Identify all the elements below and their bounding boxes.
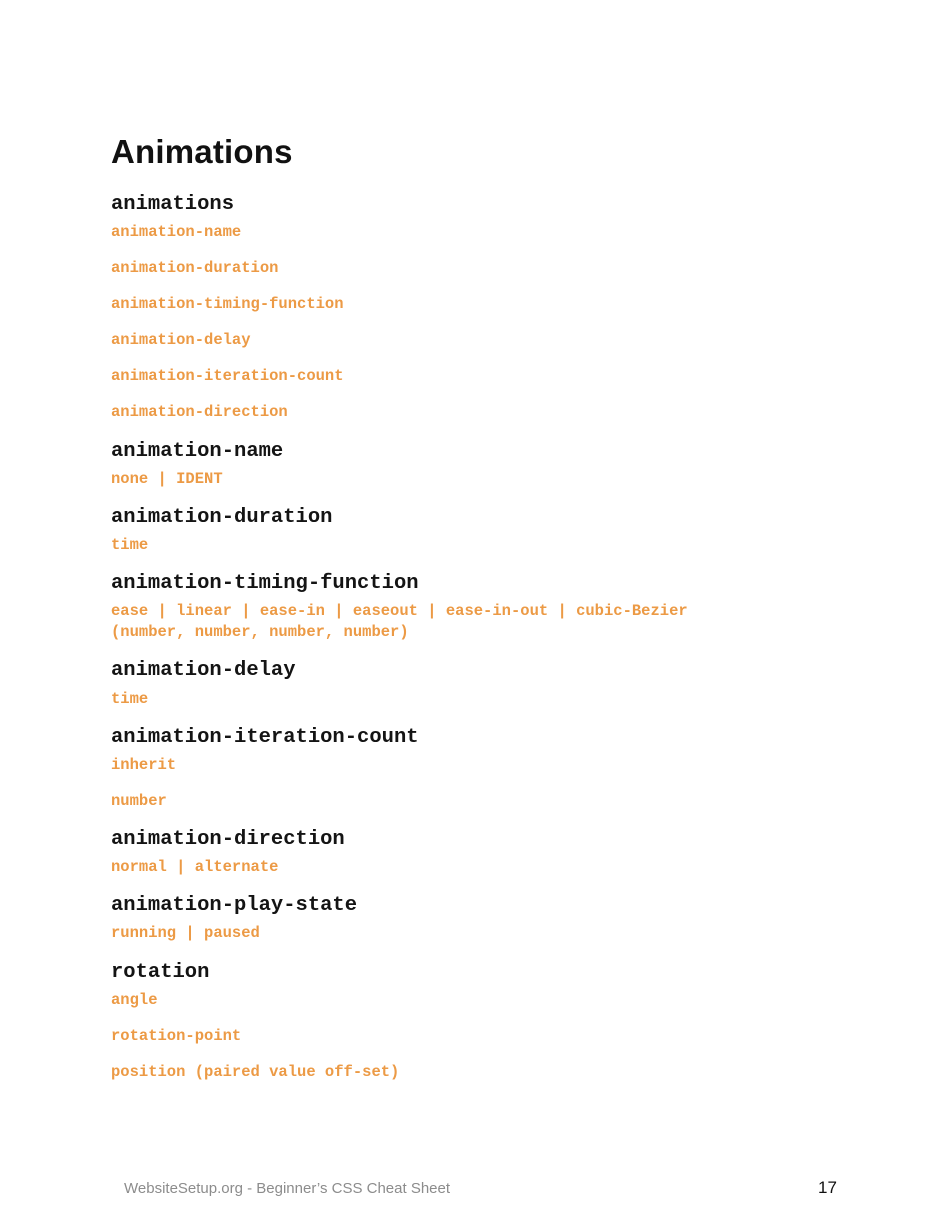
property-value: number <box>111 792 167 810</box>
property-value: ease | linear | ease-in | easeout | ease-in-out | cubic-Bezier (number, number, number, number) <box>111 602 688 641</box>
property-value: animation-name <box>111 223 242 241</box>
property-value: time <box>111 690 149 708</box>
property-value: position (paired value off-set) <box>111 1063 400 1081</box>
property-value: inherit <box>111 756 177 774</box>
property-value: animation-iteration-count <box>111 367 344 385</box>
property-heading: animation-direction <box>111 828 345 851</box>
property-value: running | paused <box>111 924 260 942</box>
page-number: 17 <box>818 1178 837 1197</box>
property-heading: animation-name <box>111 440 284 463</box>
property-heading: animation-timing-function <box>111 572 419 595</box>
property-heading: animation-play-state <box>111 894 358 917</box>
property-value: angle <box>111 991 158 1009</box>
page-title: Animations <box>111 133 293 170</box>
property-value: animation-direction <box>111 403 288 421</box>
property-heading: animation-iteration-count <box>111 726 419 749</box>
property-heading: animation-duration <box>111 506 333 529</box>
property-value: animation-timing-function <box>111 295 344 313</box>
property-heading: animation-delay <box>111 659 296 682</box>
property-heading: rotation <box>111 961 210 984</box>
property-value: rotation-point <box>111 1027 242 1045</box>
property-value: animation-delay <box>111 331 251 349</box>
property-value: time <box>111 536 149 554</box>
property-value: normal | alternate <box>111 858 279 876</box>
footer-text: WebsiteSetup.org - Beginner’s CSS Cheat Sheet <box>124 1180 451 1197</box>
property-value: none | IDENT <box>111 470 223 488</box>
property-heading: animations <box>111 193 235 216</box>
property-value: animation-duration <box>111 259 279 277</box>
